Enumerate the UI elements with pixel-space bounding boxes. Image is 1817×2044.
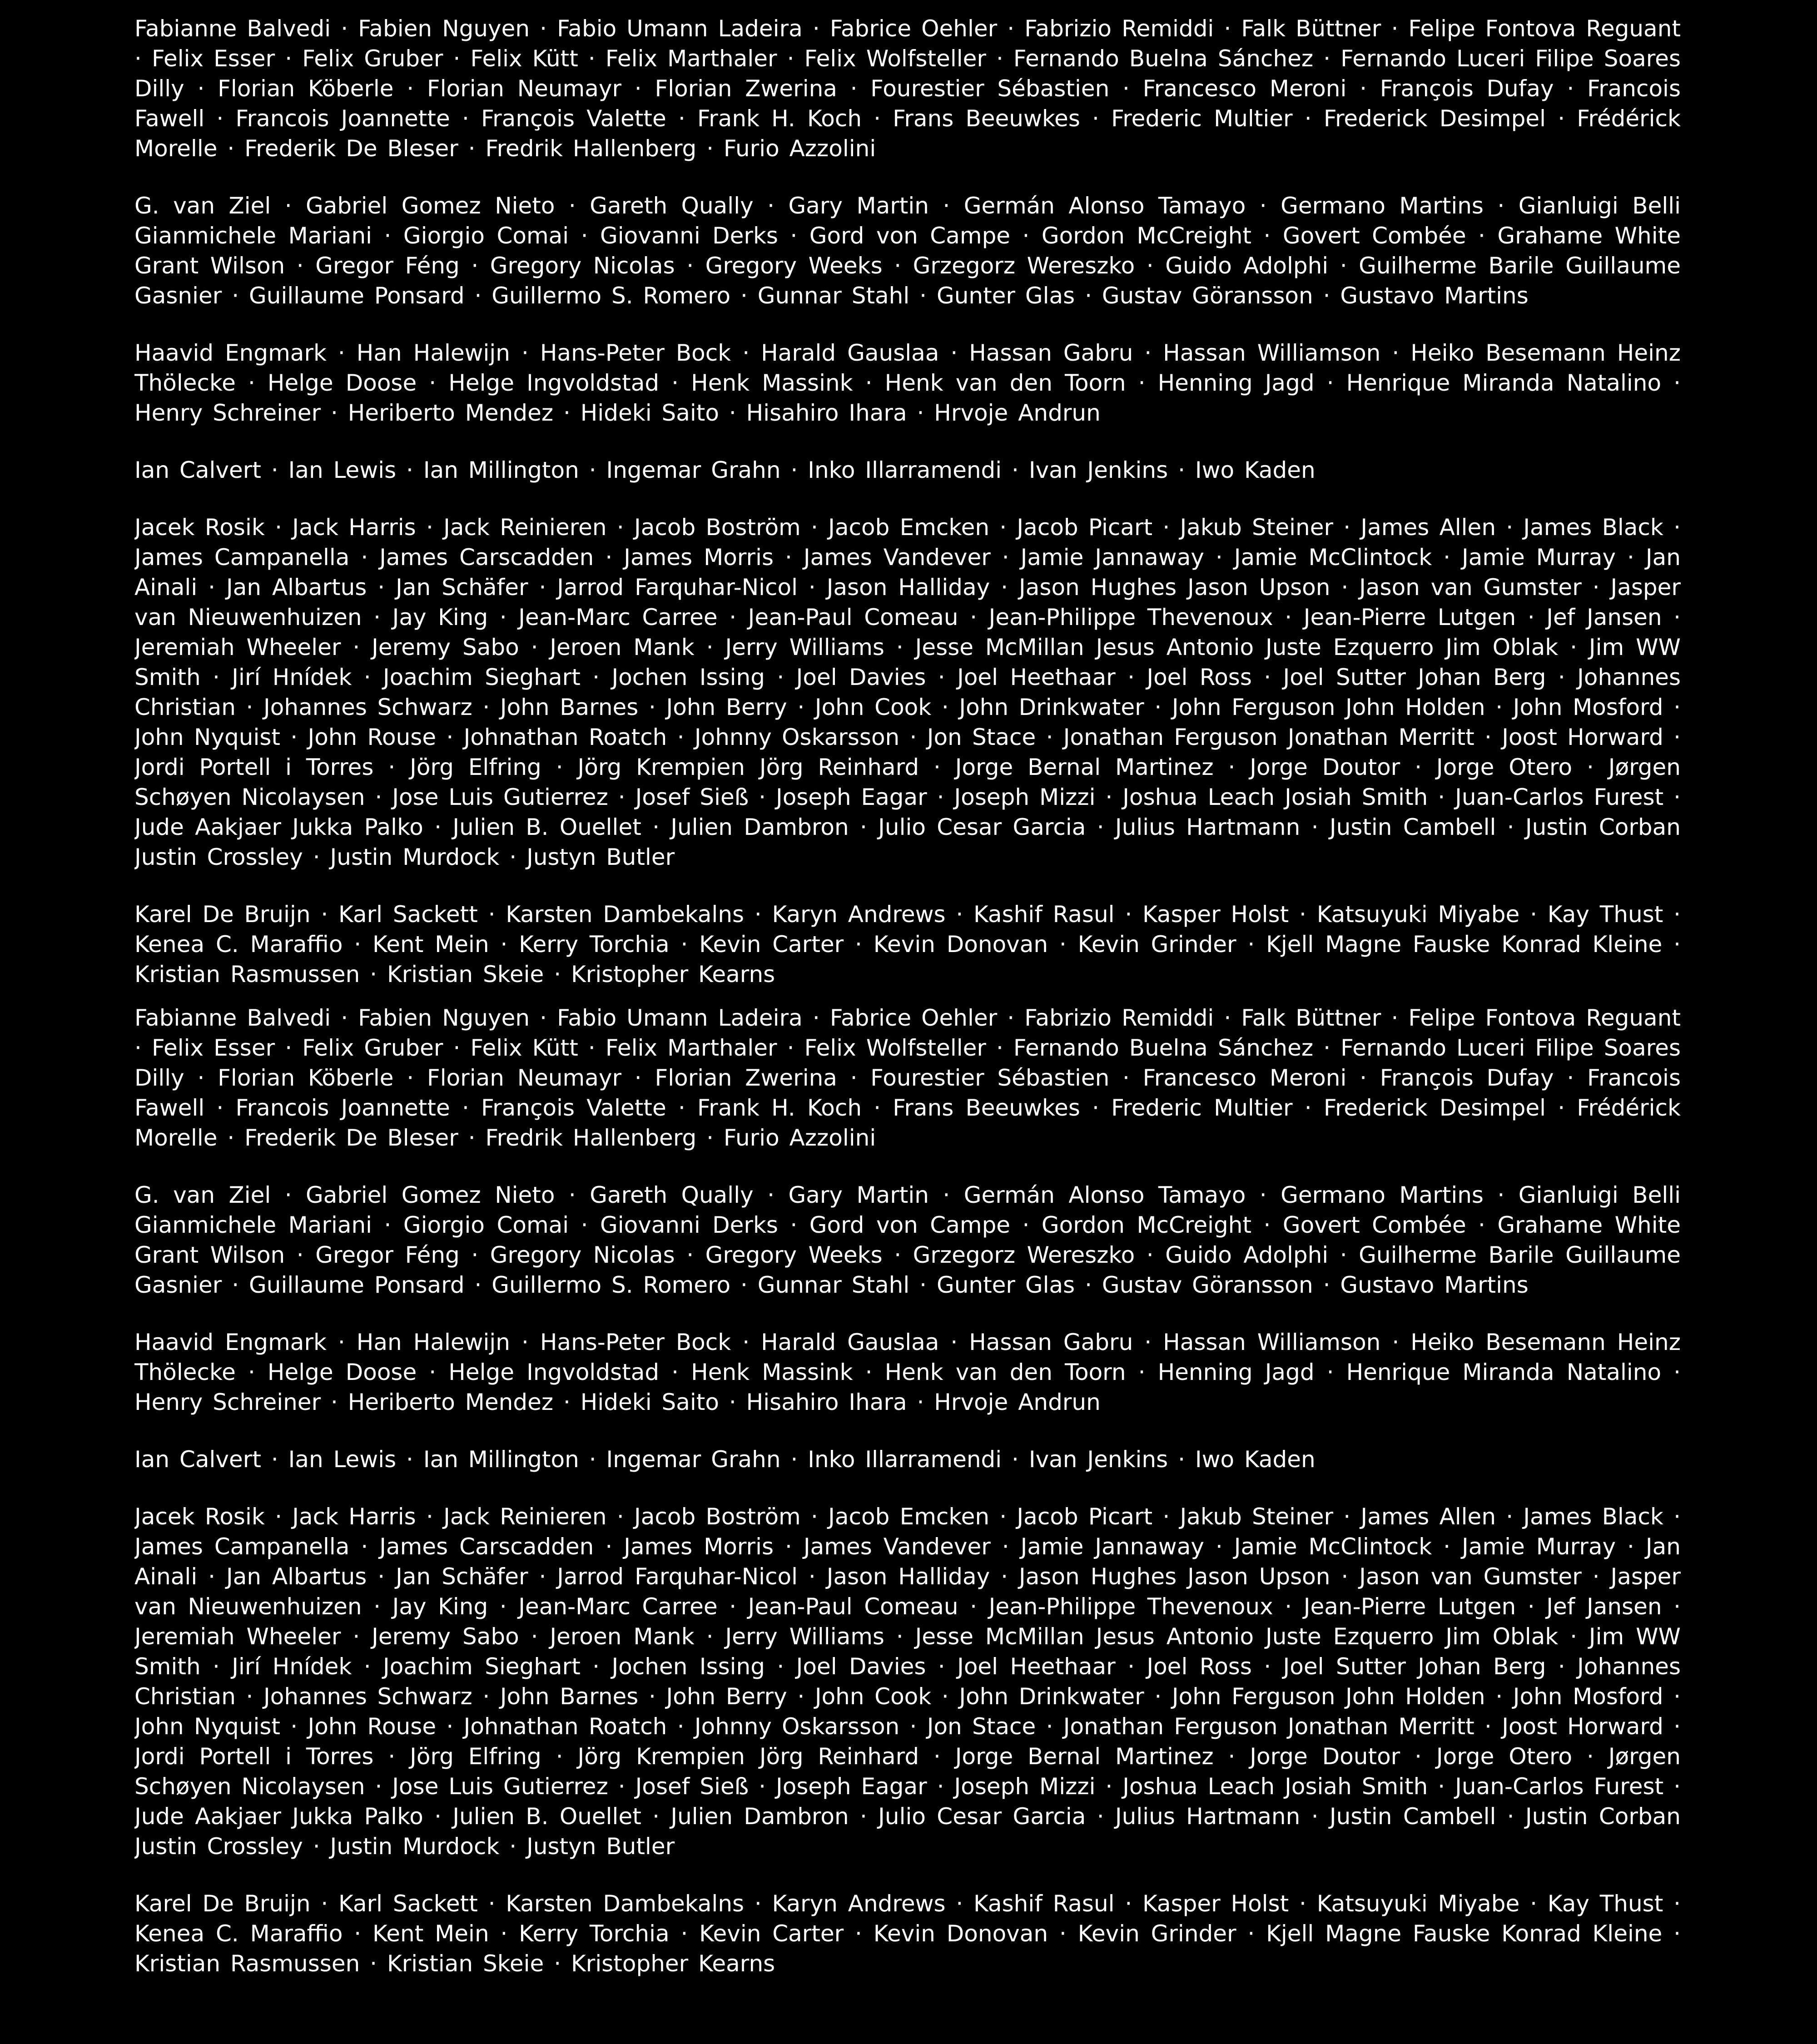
credits-section-f — [134, 14, 1681, 164]
credits-section-k — [134, 1889, 1681, 1979]
credits-section-j — [134, 1502, 1681, 1861]
names-paragraph: Jacek Rosik · Jack Harris · Jack Reinieren · Jacob Boström · Jacob Emcken · Jacob Picart · Jakub Steiner · James Allen · James Black · James Campanella · James Carscadden · James Morris · James Vandever · Jamie Jannaway · Jamie McClintock · Jamie Murray · Jan Ainali · Jan Albartus · Jan Schäfer · Jarrod Farquhar-Nicol · Jason Halliday · Jason Hughes Jason Upson · Jason van Gumster · Jasper van Nieuwenhuizen · Jay King · Jean-Marc Carree · Jean-Paul Comeau · Jean-Philippe Thevenoux · Jean-Pierre Lutgen · Jef Jansen · Jeremiah Wheeler · Jeremy Sabo · Jeroen Mank · Jerry Williams · Jesse McMillan Jesus Antonio Juste Ezquerro Jim Oblak · Jim WW Smith · Jirí Hnídek · Joachim Sieghart · Jochen Issing · Joel Davies · Joel Heethaar · Joel Ross · Joel Sutter Johan Berg · Johannes Christian · Johannes Schwarz · John Barnes · John Berry · John Cook · John Drinkwater · John Ferguson John Holden · John Mosford · John Nyquist · John Rouse · Johnathan Roatch · Johnny Oskarsson · Jon Stace · Jonathan Ferguson Jonathan Merritt · Joost Horward · Jordi Portell i Torres · Jörg Elfring · Jörg Krempien Jörg Reinhard · Jorge Bernal Martinez · Jorge Doutor · Jorge Otero · Jørgen Schøyen Nicolaysen · Jose Luis Gutierrez · Josef Sieß · Joseph Eagar · Joseph Mizzi · Joshua Leach Josiah Smith · Juan-Carlos Furest · Jude Aakjaer Jukka Palko · Julien B. Ouellet · Julien Dambron · Julio Cesar Garcia · Julius Hartmann · Justin Cambell · Justin Corban Justin Crossley · Justin Murdock · Justyn Butler — [134, 1503, 1681, 1860]
credits-section-f — [134, 1003, 1681, 1153]
names-paragraph: Ian Calvert · Ian Lewis · Ian Millington · Ingemar Grahn · Inko Illarramendi · Ivan Jenkins · Iwo Kaden — [134, 1446, 1316, 1473]
credits-block — [134, 14, 1681, 989]
credits-section-k — [134, 899, 1681, 989]
names-paragraph: Jacek Rosik · Jack Harris · Jack Reinieren · Jacob Boström · Jacob Emcken · Jacob Picart · Jakub Steiner · James Allen · James Black · James Campanella · James Carscadden · James Morris · James Vandever · Jamie Jannaway · Jamie McClintock · Jamie Murray · Jan Ainali · Jan Albartus · Jan Schäfer · Jarrod Farquhar-Nicol · Jason Halliday · Jason Hughes Jason Upson · Jason van Gumster · Jasper van Nieuwenhuizen · Jay King · Jean-Marc Carree · Jean-Paul Comeau · Jean-Philippe Thevenoux · Jean-Pierre Lutgen · Jef Jansen · Jeremiah Wheeler · Jeremy Sabo · Jeroen Mank · Jerry Williams · Jesse McMillan Jesus Antonio Juste Ezquerro Jim Oblak · Jim WW Smith · Jirí Hnídek · Joachim Sieghart · Jochen Issing · Joel Davies · Joel Heethaar · Joel Ross · Joel Sutter Johan Berg · Johannes Christian · Johannes Schwarz · John Barnes · John Berry · John Cook · John Drinkwater · John Ferguson John Holden · John Mosford · John Nyquist · John Rouse · Johnathan Roatch · Johnny Oskarsson · Jon Stace · Jonathan Ferguson Jonathan Merritt · Joost Horward · Jordi Portell i Torres · Jörg Elfring · Jörg Krempien Jörg Reinhard · Jorge Bernal Martinez · Jorge Doutor · Jorge Otero · Jørgen Schøyen Nicolaysen · Jose Luis Gutierrez · Josef Sieß · Joseph Eagar · Joseph Mizzi · Joshua Leach Josiah Smith · Juan-Carlos Furest · Jude Aakjaer Jukka Palko · Julien B. Ouellet · Julien Dambron · Julio Cesar Garcia · Julius Hartmann · Justin Cambell · Justin Corban Justin Crossley · Justin Murdock · Justyn Butler — [134, 514, 1681, 870]
names-paragraph: G. van Ziel · Gabriel Gomez Nieto · Gareth Qually · Gary Martin · Germán Alonso Tamayo · Germano Martins · Gianluigi Belli Gianmichele Mariani · Giorgio Comai · Giovanni Derks · Gord von Campe · Gordon McCreight · Govert Combée · Grahame White Grant Wilson · Gregor Féng · Gregory Nicolas · Gregory Weeks · Grzegorz Wereszko · Guido Adolphi · Guilherme Barile Guillaume Gasnier · Guillaume Ponsard · Guillermo S. Romero · Gunnar Stahl · Gunter Glas · Gustav Göransson · Gustavo Martins — [134, 1182, 1681, 1298]
names-paragraph: Karel De Bruijn · Karl Sackett · Karsten Dambekalns · Karyn Andrews · Kashif Rasul · Kasper Holst · Katsuyuki Miyabe · Kay Thust · Kenea C. Maraffio · Kent Mein · Kerry Torchia · Kevin Carter · Kevin Donovan · Kevin Grinder · Kjell Magne Fauske Konrad Kleine · Kristian Rasmussen · Kristian Skeie · Kristopher Kearns — [134, 901, 1681, 987]
names-paragraph: Haavid Engmark · Han Halewijn · Hans-Peter Bock · Harald Gauslaa · Hassan Gabru · Hassan Williamson · Heiko Besemann Heinz Thölecke · Helge Doose · Helge Ingvoldstad · Henk Massink · Henk van den Toorn · Henning Jagd · Henrique Miranda Natalino · Henry Schreiner · Heriberto Mendez · Hideki Saito · Hisahiro Ihara · Hrvoje Andrun — [134, 340, 1681, 426]
credits-section-j — [134, 512, 1681, 872]
credits-section-g — [134, 1180, 1681, 1300]
credits-block-repeat — [134, 1003, 1681, 1979]
credits-list — [134, 14, 1681, 2044]
credits-section-g — [134, 191, 1681, 311]
names-paragraph: Karel De Bruijn · Karl Sackett · Karsten Dambekalns · Karyn Andrews · Kashif Rasul · Kasper Holst · Katsuyuki Miyabe · Kay Thust · Kenea C. Maraffio · Kent Mein · Kerry Torchia · Kevin Carter · Kevin Donovan · Kevin Grinder · Kjell Magne Fauske Konrad Kleine · Kristian Rasmussen · Kristian Skeie · Kristopher Kearns — [134, 1890, 1681, 1977]
names-paragraph: Haavid Engmark · Han Halewijn · Hans-Peter Bock · Harald Gauslaa · Hassan Gabru · Hassan Williamson · Heiko Besemann Heinz Thölecke · Helge Doose · Helge Ingvoldstad · Henk Massink · Henk van den Toorn · Henning Jagd · Henrique Miranda Natalino · Henry Schreiner · Heriberto Mendez · Hideki Saito · Hisahiro Ihara · Hrvoje Andrun — [134, 1329, 1681, 1415]
names-paragraph: Fabianne Balvedi · Fabien Nguyen · Fabio Umann Ladeira · Fabrice Oehler · Fabrizio Remiddi · Falk Büttner · Felipe Fontova Reguant · Felix Esser · Felix Gruber · Felix Kütt · Felix Marthaler · Felix Wolfsteller · Fernando Buelna Sánchez · Fernando Luceri Filipe Soares Dilly · Florian Köberle · Florian Neumayr · Florian Zwerina · Fourestier Sébastien · Francesco Meroni · François Dufay · Francois Fawell · Francois Joannette · François Valette · Frank H. Koch · Frans Beeuwkes · Frederic Multier · Frederick Desimpel · Frédérick Morelle · Frederik De Bleser · Fredrik Hallenberg · Furio Azzolini — [134, 15, 1681, 162]
credits-section-h — [134, 338, 1681, 428]
credits-section-i — [134, 1444, 1681, 1474]
names-paragraph: Ian Calvert · Ian Lewis · Ian Millington · Ingemar Grahn · Inko Illarramendi · Ivan Jenkins · Iwo Kaden — [134, 457, 1316, 483]
names-paragraph: Fabianne Balvedi · Fabien Nguyen · Fabio Umann Ladeira · Fabrice Oehler · Fabrizio Remiddi · Falk Büttner · Felipe Fontova Reguant · Felix Esser · Felix Gruber · Felix Kütt · Felix Marthaler · Felix Wolfsteller · Fernando Buelna Sánchez · Fernando Luceri Filipe Soares Dilly · Florian Köberle · Florian Neumayr · Florian Zwerina · Fourestier Sébastien · Francesco Meroni · François Dufay · Francois Fawell · Francois Joannette · François Valette · Frank H. Koch · Frans Beeuwkes · Frederic Multier · Frederick Desimpel · Frédérick Morelle · Frederik De Bleser · Fredrik Hallenberg · Furio Azzolini — [134, 1005, 1681, 1151]
credits-section-i — [134, 455, 1681, 485]
names-paragraph: G. van Ziel · Gabriel Gomez Nieto · Gareth Qually · Gary Martin · Germán Alonso Tamayo · Germano Martins · Gianluigi Belli Gianmichele Mariani · Giorgio Comai · Giovanni Derks · Gord von Campe · Gordon McCreight · Govert Combée · Grahame White Grant Wilson · Gregor Féng · Gregory Nicolas · Gregory Weeks · Grzegorz Wereszko · Guido Adolphi · Guilherme Barile Guillaume Gasnier · Guillaume Ponsard · Guillermo S. Romero · Gunnar Stahl · Gunter Glas · Gustav Göransson · Gustavo Martins — [134, 193, 1681, 309]
credits-section-h — [134, 1327, 1681, 1417]
